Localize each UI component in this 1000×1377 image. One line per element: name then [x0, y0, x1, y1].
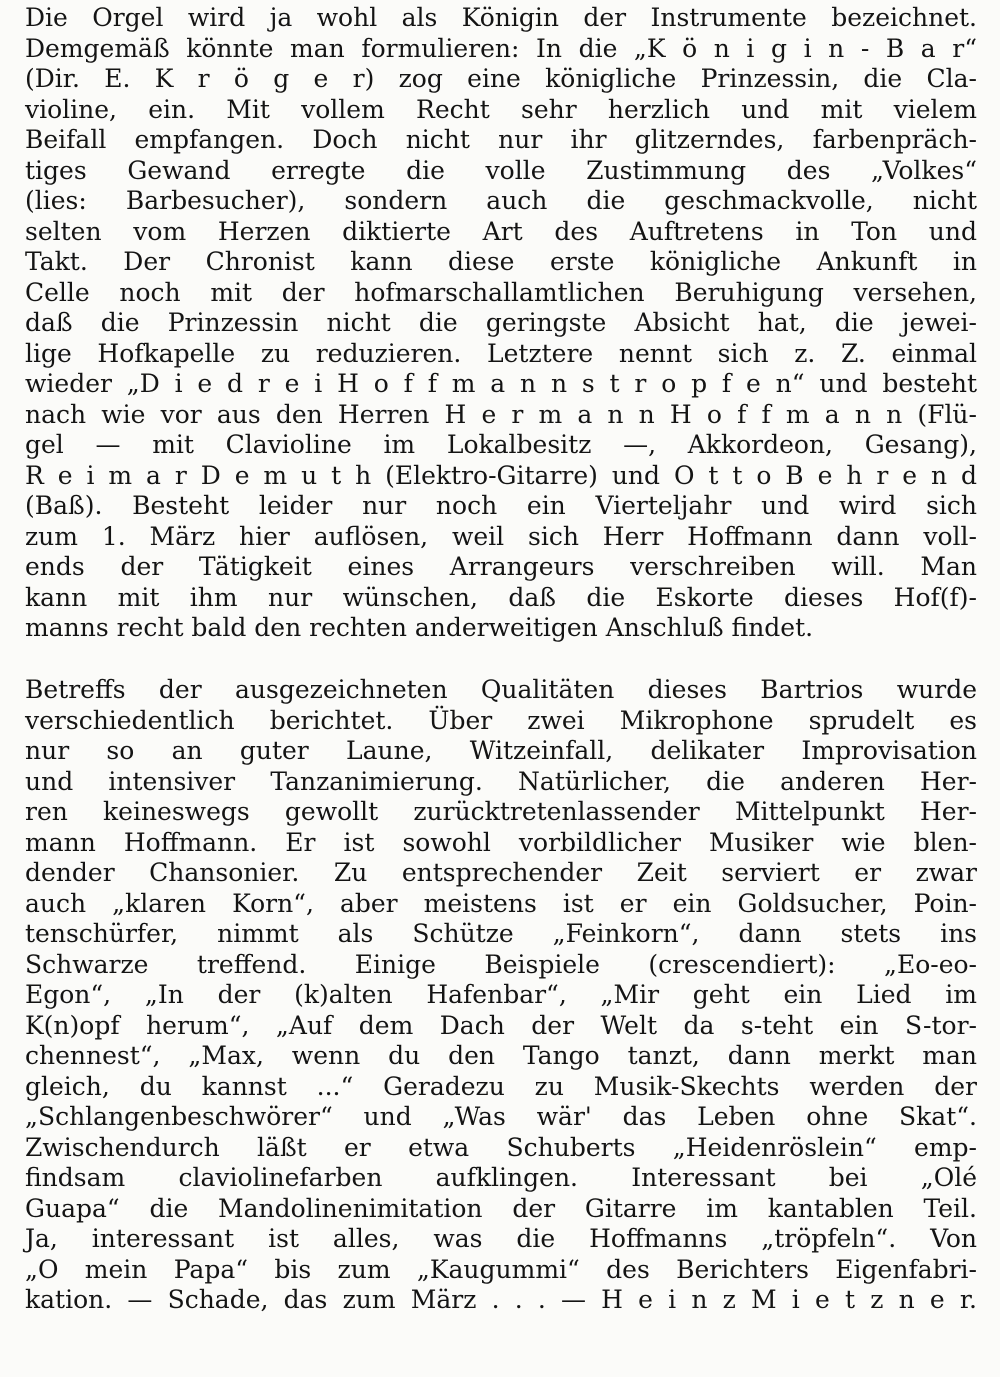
text-line: (Dir. E. K r ö g e r) zog eine königliche Prinzessin, die Cla- — [25, 64, 977, 93]
text-line: nach wie vor aus den Herren H e r m a n n H o f f m a n n (Flü- — [25, 399, 977, 429]
text-line: „Schlangenbeschwörer“ und „Was wär' das Leben ohne Skat“. — [25, 1102, 977, 1131]
text-line: Takt. Der Chronist kann diese erste königliche Ankunft in — [25, 247, 977, 276]
text-line: Zwischendurch läßt er etwa Schuberts „Heidenröslein“ emp- — [25, 1132, 977, 1162]
text-line: mann Hoffmann. Er ist sowohl vorbildlicher Musiker wie blen- — [25, 827, 977, 857]
text-line: Ja, interessant ist alles, was die Hoffmanns „tröpfeln“. Von — [25, 1224, 977, 1253]
text-line: auch „klaren Korn“, aber meistens ist er ein Goldsucher, Poin- — [25, 888, 977, 918]
text-line: zum 1. März hier auflösen, weil sich Herr Hoffmann dann voll- — [25, 521, 977, 551]
text-line: Celle noch mit der hofmarschallamtlichen Beruhigung versehen, — [25, 277, 977, 307]
text-line: Demgemäß könnte man formulieren: In die „K ö n i g i n - B a r“ — [25, 33, 977, 63]
text-line: manns recht bald den rechten anderweitigen Anschluß findet. — [25, 613, 814, 642]
text-line: chennest“, „Max, wenn du den Tango tanzt, dann merkt man — [25, 1041, 977, 1070]
text-line: und intensiver Tanzanimierung. Natürlicher, die anderen Her- — [25, 766, 977, 796]
text-line: lige Hofkapelle zu reduzieren. Letztere nennt sich z. Z. einmal — [25, 338, 977, 368]
text-line: verschiedentlich berichtet. Über zwei Mikrophone sprudelt es — [25, 705, 977, 735]
paragraph-2 — [25, 675, 977, 1316]
text-line: Die Orgel wird ja wohl als Königin der Instrumente bezeichnet. — [25, 3, 977, 32]
text-line: nur so an guter Laune, Witzeinfall, delikater Improvisation — [25, 736, 977, 765]
text-line: K(n)opf herum“, „Auf dem Dach der Welt da s-teht ein S-tor- — [25, 1010, 977, 1040]
text-line: dender Chansonier. Zu entsprechender Zeit serviert er zwar — [25, 858, 977, 887]
text-line: Guapa“ die Mandolinenimitation der Gitarre im kantablen Teil. — [25, 1193, 977, 1223]
paragraph-1 — [25, 3, 977, 644]
text-line: Egon“, „In der (k)alten Hafenbar“, „Mir geht ein Lied im — [25, 980, 977, 1009]
text-line: (lies: Barbesucher), sondern auch die geschmackvolle, nicht — [25, 186, 977, 215]
text-line: R e i m a r D e m u t h (Elektro-Gitarre) und O t t o B e h r e n d — [25, 460, 977, 490]
text-line: ren keineswegs gewollt zurücktretenlassender Mittelpunkt Her- — [25, 797, 977, 826]
text-line: Betreffs der ausgezeichneten Qualitäten dieses Bartrios wurde — [25, 675, 977, 704]
text-line: ends der Tätigkeit eines Arrangeurs verschreiben will. Man — [25, 552, 977, 581]
text-line: selten vom Herzen diktierte Art des Auftretens in Ton und — [25, 216, 977, 246]
text-line: daß die Prinzessin nicht die geringste Absicht hat, die jewei- — [25, 308, 977, 337]
text-line: Beifall empfangen. Doch nicht nur ihr glitzerndes, farbenpräch- — [25, 125, 977, 154]
text-line: findsam claviolinefarben aufklingen. Interessant bei „Olé — [25, 1163, 977, 1192]
text-line: tiges Gewand erregte die volle Zustimmung des „Volkes“ — [25, 155, 977, 185]
text-line: kation. — Schade, das zum März . . . — H e i n z M i e t z n e r. — [25, 1285, 977, 1314]
text-line: gel — mit Clavioline im Lokalbesitz —, Akkordeon, Gesang), — [25, 430, 977, 459]
text-line: tenschürfer, nimmt als Schütze „Feinkorn“, dann stets ins — [25, 919, 977, 948]
text-line: „O mein Papa“ bis zum „Kaugummi“ des Berichters Eigenfabri- — [25, 1254, 977, 1284]
text-line: gleich, du kannst ...“ Geradezu zu Musik-Skechts werden der — [25, 1071, 977, 1101]
text-line: wieder „D i e d r e i H o f f m a n n s t r o p f e n“ und besteht — [25, 369, 977, 398]
text-line: violine, ein. Mit vollem Recht sehr herzlich und mit vielem — [25, 94, 977, 124]
text-line: Schwarze treffend. Einige Beispiele (crescendiert): „Eo-eo- — [25, 949, 977, 979]
text-line: kann mit ihm nur wünschen, daß die Eskorte dieses Hof(f)- — [25, 582, 977, 612]
text-line: (Baß). Besteht leider nur noch ein Vierteljahr und wird sich — [25, 491, 977, 520]
